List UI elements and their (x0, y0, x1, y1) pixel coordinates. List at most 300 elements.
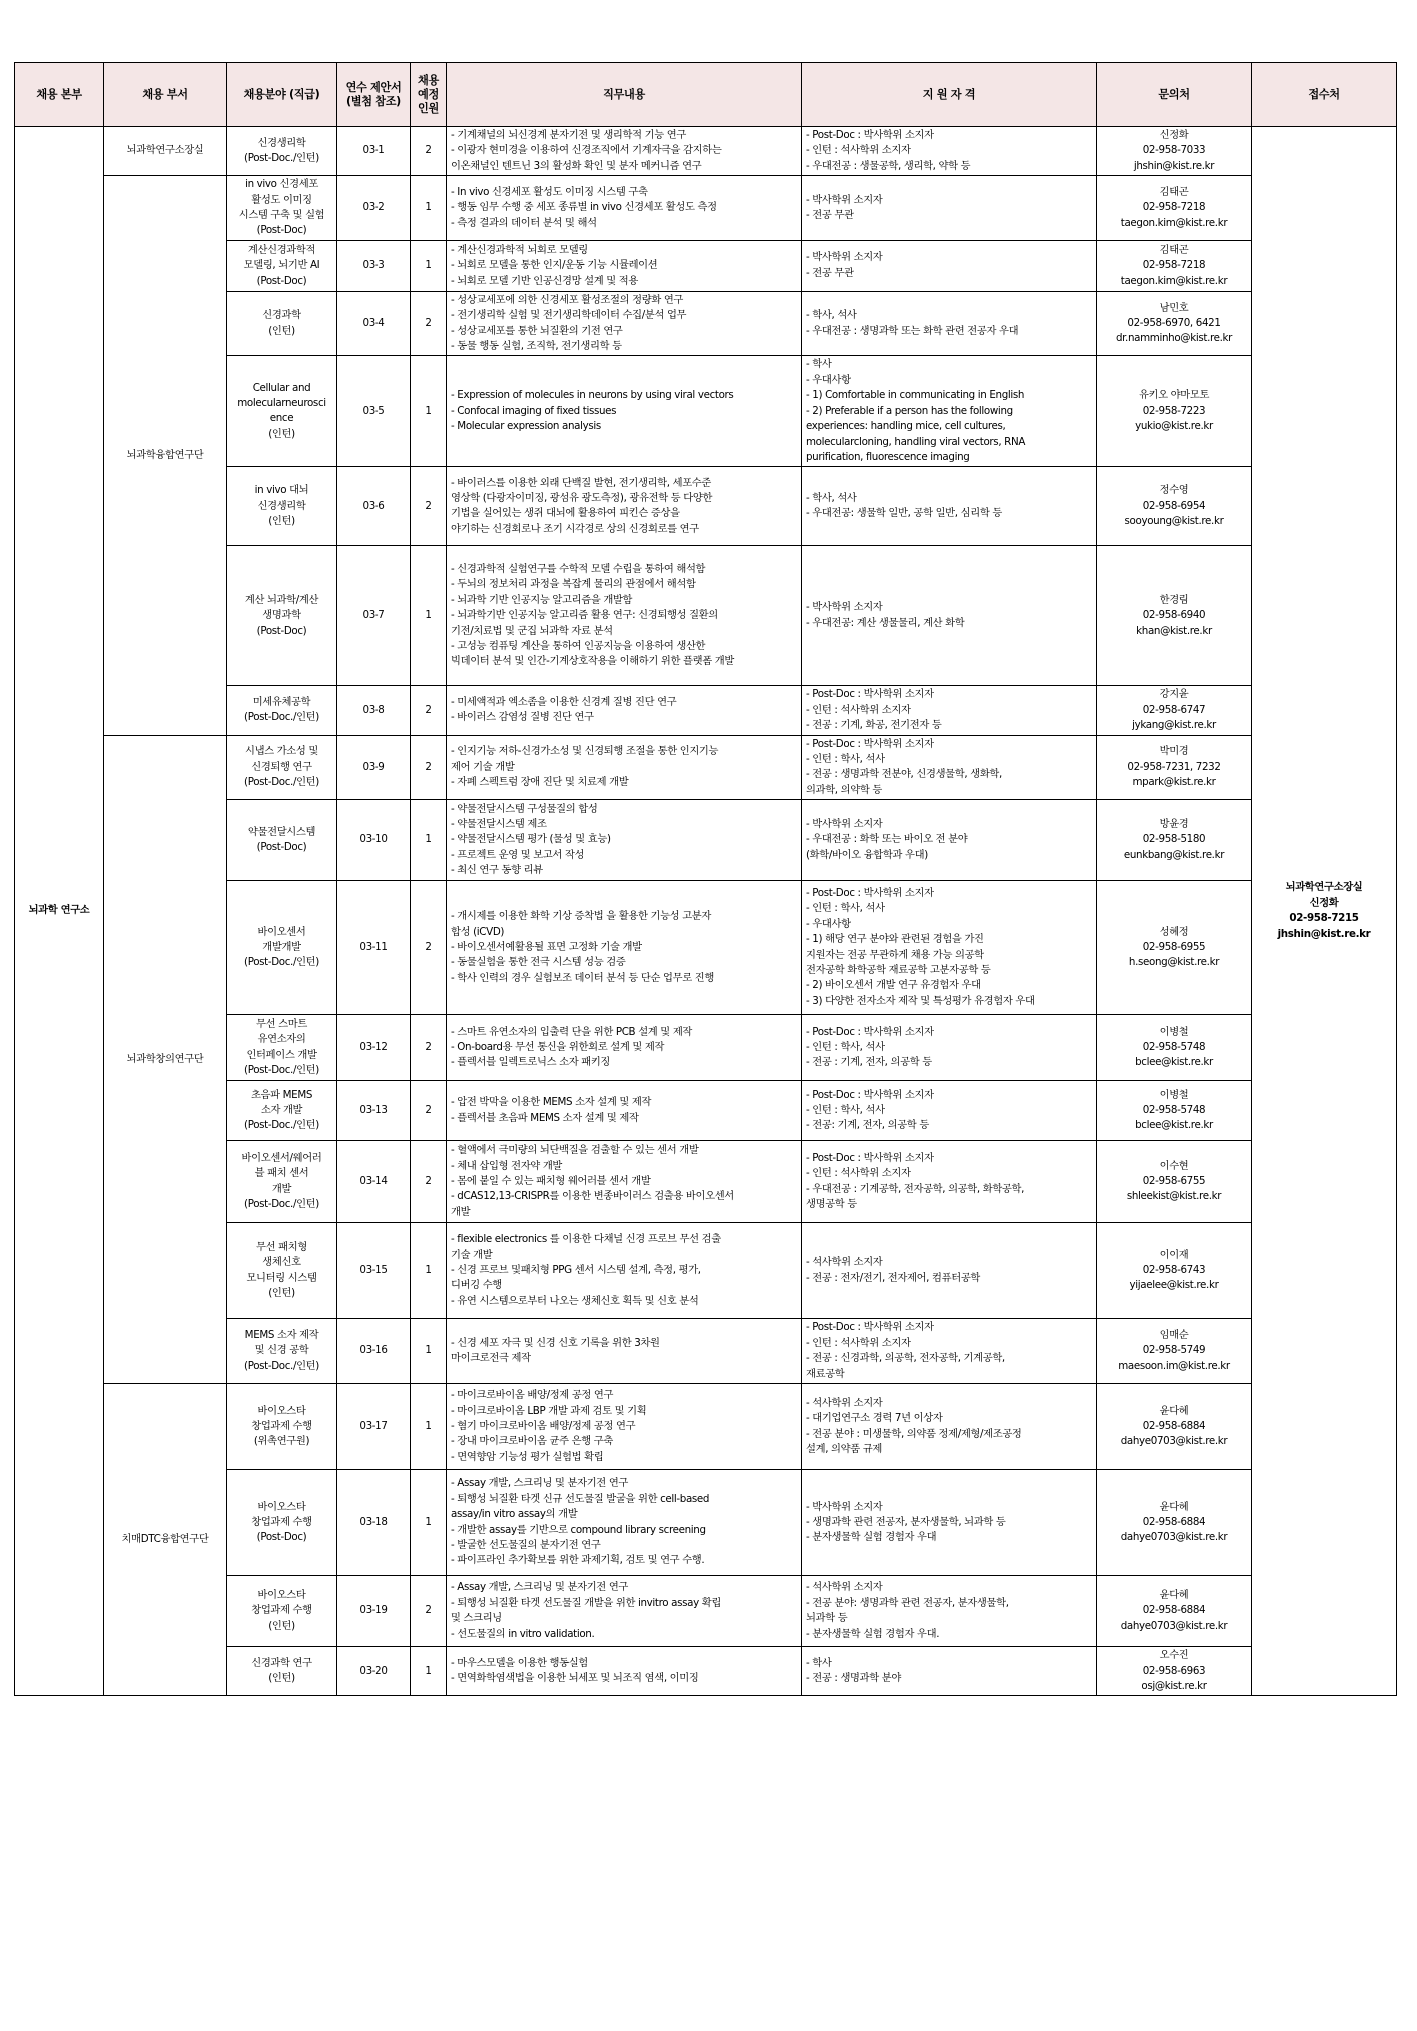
header-count: 채용 예정 인원 (411, 63, 447, 127)
qualifications-cell (802, 240, 1097, 291)
duties-cell-line: - 약물전달시스템 구성물질의 합성 (451, 802, 598, 815)
field-cell-line: (Post-Doc./인턴) (244, 776, 319, 789)
duties-cell-line: - 개시제를 이용한 화학 기상 증착법 을 활용한 기능성 고분자 (451, 910, 711, 923)
code-cell: 03-1 (337, 127, 411, 176)
qualifications-cell-line: 지원자는 전공 무관하게 채용 가능 의공학 (806, 948, 984, 961)
field-cell-line: 유연소자의 (257, 1033, 306, 1046)
qualifications-cell (802, 1384, 1097, 1470)
qualifications-cell-line: - 박사학위 소지자 (806, 1500, 883, 1513)
field-cell (227, 800, 337, 881)
qualifications-cell-line: - Post-Doc : 박사학위 소지자 (806, 688, 934, 701)
field-cell (227, 240, 337, 291)
qualifications-cell-line: - 인턴 : 학사, 석사 (806, 1103, 885, 1116)
contact-cell (1097, 1384, 1252, 1470)
duties-cell-line: - 마이크로바이옴 배양/정제 공정 연구 (451, 1389, 614, 1402)
contact-cell-line: 윤다혜 (1159, 1404, 1189, 1417)
field-cell-line: 블 패치 센서 (254, 1167, 309, 1180)
field-cell-line: 개발개발 (262, 940, 301, 953)
field-cell-line: (Post-Doc./인턴) (244, 1359, 319, 1372)
qualifications-cell-line: - 1) Comfortable in communicating in English (806, 389, 1025, 402)
field-cell-line: 계산 뇌과학/계산 (244, 593, 319, 606)
duties-cell (447, 1223, 802, 1319)
duties-cell-line: 기법을 실어있는 생쥐 대뇌에 활용하여 피킨슨 증상을 (451, 507, 680, 520)
contact-cell (1097, 1223, 1252, 1319)
duties-cell-line: - Assay 개발, 스크리닝 및 분자기전 연구 (451, 1477, 629, 1490)
duties-cell-line: - 신경 세포 자극 및 신경 신호 기록을 위한 3차원 (451, 1336, 660, 1349)
header-row (15, 63, 1397, 127)
duties-cell-line: - 행동 임무 수행 중 세포 종류별 in vivo 신경세포 활성도 측정 (451, 201, 717, 214)
field-cell (227, 1576, 337, 1647)
duties-cell-line: - 개발한 assay를 기반으로 compound library screening (451, 1523, 706, 1536)
contact-cell-line: 02-958-5748 (1142, 1103, 1206, 1116)
header-code: 연수 제안서 (별첨 참조) (337, 63, 411, 127)
duties-cell-line: - 기계채널의 뇌신경계 분자기전 및 생리학적 기능 연구 (451, 129, 686, 141)
contact-cell (1097, 176, 1252, 241)
contact-cell (1097, 800, 1252, 881)
code-cell: 03-2 (337, 176, 411, 241)
qualifications-cell-line: - 박사학위 소지자 (806, 818, 883, 831)
count-cell: 1 (411, 176, 447, 241)
table-body (15, 127, 1397, 1696)
duties-cell (447, 291, 802, 356)
table-row (15, 1384, 1397, 1470)
duties-cell-line: - On-board용 무선 통신을 위한회로 설계 및 제작 (451, 1040, 665, 1053)
field-cell (227, 467, 337, 546)
duties-cell-line: - 면역향암 기능성 평가 실험법 확립 (451, 1450, 604, 1463)
code-cell: 03-19 (337, 1576, 411, 1647)
qualifications-cell-line: - 우대전공 : 생물공학, 생리학, 약학 등 (806, 159, 971, 172)
qualifications-cell-line: - 우대사항 (806, 917, 851, 930)
contact-cell-line: dahye0703@kist.re.kr (1120, 1435, 1228, 1448)
qualifications-cell-line: - 전공 : 기계, 전자, 의공학 등 (806, 1056, 932, 1069)
duties-cell-line: 영상학 (다광자이미징, 광섬유 광도측정), 광유전학 등 다양한 (451, 491, 713, 504)
duties-cell-line: - 혈액에서 극미량의 뇌단백질을 검출할 수 있는 센서 개발 (451, 1144, 699, 1157)
count-cell: 1 (411, 546, 447, 686)
contact-cell-line: 윤다혜 (1159, 1500, 1189, 1513)
code-cell: 03-8 (337, 686, 411, 735)
qualifications-cell-line: - 우대전공 : 생명과학 또는 화학 관련 전공자 우대 (806, 324, 1019, 337)
duties-cell-line: - 프로젝트 운영 및 보고서 작성 (451, 848, 585, 861)
duties-cell-line: - flexible electronics 를 이용한 다채널 신경 프로브 무선 검출 (451, 1233, 721, 1246)
qualifications-cell-line: - 전공 무관 (806, 209, 854, 222)
field-cell-line: 미세유체공학 (252, 696, 311, 709)
qualifications-cell-line: - 학사 (806, 358, 832, 371)
field-cell-line: ence (269, 412, 294, 425)
qualifications-cell-line: - 전공: 기계, 전자, 의공학 등 (806, 1119, 929, 1132)
table-row (15, 176, 1397, 241)
code-cell: 03-13 (337, 1081, 411, 1141)
contact-cell-line: bclee@kist.re.kr (1135, 1056, 1213, 1069)
qualifications-cell-line: - 분자생물학 실험 경험자 우대 (806, 1531, 937, 1544)
contact-cell-line: 이병철 (1159, 1025, 1189, 1038)
code-cell: 03-10 (337, 800, 411, 881)
qualifications-cell-line: - 학사, 석사 (806, 491, 857, 504)
duties-cell-line: - In vivo 신경세포 활성도 이미징 시스템 구축 (451, 185, 648, 198)
code-cell: 03-15 (337, 1223, 411, 1319)
duties-cell-line: 기술 개발 (451, 1248, 493, 1261)
qualifications-cell (802, 546, 1097, 686)
code-cell: 03-9 (337, 735, 411, 800)
field-cell-line: (인턴) (268, 1287, 295, 1300)
qualifications-cell-line: - 박사학위 소지자 (806, 193, 883, 206)
duties-cell (447, 240, 802, 291)
contact-cell-line: 02-958-6963 (1142, 1664, 1206, 1677)
field-cell-line: (Post-Doc./인턴) (244, 152, 319, 165)
duties-cell (447, 1576, 802, 1647)
duties-cell-line: - 혐기 마이크로바이옴 배양/정제 공정 연구 (451, 1419, 636, 1432)
qualifications-cell-line: - 석사학위 소지자 (806, 1256, 883, 1269)
contact-cell-line: jhshin@kist.re.kr (1133, 159, 1215, 172)
duties-cell-line: - 스마트 유연소자의 입출력 단을 위한 PCB 설계 및 제작 (451, 1025, 693, 1038)
field-cell (227, 1647, 337, 1696)
duties-cell-line: - 약물전달시스템 제조 (451, 818, 547, 831)
code-cell: 03-3 (337, 240, 411, 291)
department-cell: 뇌과학창의연구단 (104, 735, 227, 1384)
duties-cell (447, 800, 802, 881)
field-cell-line: 계산신경과학적 (247, 243, 316, 256)
code-cell: 03-6 (337, 467, 411, 546)
field-cell-line: (Post-Doc./인턴) (244, 1198, 319, 1211)
contact-cell (1097, 467, 1252, 546)
qualifications-cell-line: 설계, 의약품 규제 (806, 1443, 882, 1456)
field-cell (227, 1223, 337, 1319)
qualifications-cell-line: - 우대전공 : 기계공학, 전자공학, 의공학, 화학공학, (806, 1182, 1025, 1195)
division-cell: 뇌과학 연구소 (15, 127, 104, 1696)
duties-cell-line: - 동물 행동 실험, 조직학, 전기생리학 등 (451, 340, 622, 353)
qualifications-cell-line: - Post-Doc : 박사학위 소지자 (806, 887, 934, 900)
qualifications-cell-line: - 학사, 석사 (806, 309, 857, 322)
qualifications-cell-line: - 전공 : 생명과학 분야 (806, 1672, 901, 1685)
contact-cell-line: 02-958-7218 (1142, 259, 1206, 272)
contact-cell-line: 02-958-7231, 7232 (1127, 760, 1221, 773)
qualifications-cell (802, 1081, 1097, 1141)
duties-cell-line: - 이광자 현미경을 이용하여 신경조직에서 기계자극을 감지하는 (451, 144, 722, 157)
duties-cell-line: - 마이크로바이옴 LBP 개발 과제 검토 및 기획 (451, 1404, 647, 1417)
duties-cell-line: 합성 (iCVD) (451, 925, 505, 938)
count-cell: 1 (411, 240, 447, 291)
contact-cell (1097, 1081, 1252, 1141)
duties-cell-line: - 바이오센서예활용될 표면 고정화 기술 개발 (451, 940, 642, 953)
qualifications-cell-line: - 학사 (806, 1656, 832, 1669)
contact-cell (1097, 1576, 1252, 1647)
field-cell-line: (Post-Doc) (256, 274, 307, 287)
contact-cell-line: khan@kist.re.kr (1136, 624, 1212, 637)
qualifications-cell-line: - Post-Doc : 박사학위 소지자 (806, 1088, 934, 1101)
duties-cell-line: 개발 (451, 1205, 471, 1218)
field-cell-line: (Post-Doc) (256, 1531, 307, 1544)
duties-cell-line: - 몸에 붙일 수 있는 패치형 웨어러블 센서 개발 (451, 1174, 651, 1187)
count-cell: 1 (411, 1470, 447, 1576)
field-cell-line: 무선 패치형 (256, 1240, 307, 1253)
duties-cell-line: - 퇴행성 뇌질환 타겟 신규 선도물질 발굴을 위한 cell-based (451, 1492, 710, 1505)
contact-cell-line: osj@kist.re.kr (1141, 1679, 1207, 1692)
code-cell: 03-7 (337, 546, 411, 686)
duties-cell-line: - 선도물질의 in vitro validation. (451, 1627, 595, 1640)
code-cell: 03-16 (337, 1319, 411, 1384)
contact-cell-line: dr.namminho@kist.re.kr (1115, 332, 1233, 345)
duties-cell (447, 1470, 802, 1576)
qualifications-cell-line: - 전공 : 전자/전기, 전자제어, 컴퓨터공학 (806, 1271, 981, 1284)
contact-cell-line: 02-958-5180 (1142, 833, 1206, 846)
qualifications-cell-line: - 2) 바이오센서 개발 연구 유경험자 우대 (806, 979, 981, 992)
duties-cell-line: 제어 기술 개발 (451, 760, 515, 773)
recruitment-table (14, 62, 1397, 1696)
duties-cell-line: - 성상교세포를 통한 뇌질환의 기전 연구 (451, 324, 623, 337)
contact-cell (1097, 1647, 1252, 1696)
field-cell-line: 모델링, 뇌기반 AI (243, 259, 320, 272)
qualifications-cell-line: - 인턴 : 학사, 석사 (806, 752, 885, 765)
duties-cell-line: - 뇌과학기반 인공지능 알고리즘 활용 연구: 신경퇴행성 질환의 (451, 609, 718, 622)
field-cell-line: 개발 (271, 1182, 292, 1195)
duties-cell-line: - 자폐 스펙트럼 장애 진단 및 치료제 개발 (451, 776, 629, 789)
code-cell: 03-14 (337, 1141, 411, 1223)
field-cell-line: (Post-Doc./인턴) (244, 956, 319, 969)
contact-cell-line: 정수영 (1159, 484, 1189, 497)
field-cell-line: 및 신경 공학 (254, 1344, 309, 1357)
duties-cell-line: - 최신 연구 동향 리뷰 (451, 864, 543, 877)
duties-cell (447, 1015, 802, 1081)
qualifications-cell-line: - 인턴 : 석사학위 소지자 (806, 1336, 911, 1349)
field-cell (227, 881, 337, 1015)
qualifications-cell-line: - 전공 분야: 생명과학 관련 전공자, 분자생물학, (806, 1596, 1009, 1609)
qualifications-cell-line: 의과학, 의약학 등 (806, 783, 882, 796)
count-cell: 1 (411, 1319, 447, 1384)
contact-cell-line: 02-958-6970, 6421 (1127, 316, 1221, 329)
qualifications-cell-line: - Post-Doc : 박사학위 소지자 (806, 737, 934, 750)
duties-cell-line: - 면역화학염색법을 이용한 뇌세포 및 뇌조직 염색, 이미징 (451, 1672, 699, 1685)
field-cell-line: 바이오스타 (257, 1404, 306, 1417)
qualifications-cell (802, 356, 1097, 467)
field-cell-line: 신경과학 연구 (251, 1656, 312, 1669)
duties-cell-line: - 바이러스를 이용한 외래 단백질 발현, 전기생리학, 세포수준 (451, 476, 711, 489)
qualifications-cell-line: - Post-Doc : 박사학위 소지자 (806, 1321, 934, 1334)
field-cell-line: 소자 개발 (260, 1103, 303, 1116)
qualifications-cell-line: - Post-Doc : 박사학위 소지자 (806, 129, 934, 141)
field-cell-line: 창업과제 수행 (251, 1604, 312, 1617)
contact-cell-line: 박미경 (1159, 745, 1189, 758)
field-cell-line: (위촉연구원) (253, 1435, 310, 1448)
header-qualifications: 지 원 자 격 (802, 63, 1097, 127)
contact-cell-line: 방윤경 (1159, 818, 1189, 831)
contact-cell-line: 이이재 (1159, 1248, 1189, 1261)
field-cell-line: 신경생리학 (257, 499, 306, 512)
contact-cell-line: 02-958-7033 (1142, 144, 1206, 157)
field-cell-line: 바이오센서/웨어러 (241, 1151, 322, 1164)
contact-cell (1097, 127, 1252, 176)
header-field: 채용분야 (직급) (227, 63, 337, 127)
contact-cell-line: h.seong@kist.re.kr (1128, 956, 1220, 969)
count-cell: 2 (411, 1015, 447, 1081)
department-cell: 뇌과학융합연구단 (104, 176, 227, 735)
contact-cell (1097, 1319, 1252, 1384)
contact-cell-line: 성혜정 (1159, 925, 1189, 938)
header-division: 채용 본부 (15, 63, 104, 127)
contact-cell-line: 02-958-7223 (1142, 404, 1206, 417)
qualifications-cell-line: - 분자생물학 실험 경험자 우대. (806, 1627, 940, 1640)
duties-cell-line: - 측정 결과의 데이터 분석 및 해석 (451, 216, 597, 229)
contact-cell (1097, 240, 1252, 291)
contact-cell-line: taegon.kim@kist.re.kr (1120, 216, 1228, 229)
contact-cell-line: 02-958-6884 (1142, 1604, 1206, 1617)
count-cell: 1 (411, 1223, 447, 1319)
duties-cell-line: - 압전 박막을 이용한 MEMS 소자 설계 및 제작 (451, 1096, 652, 1109)
contact-cell-line: 신정화 (1159, 129, 1189, 141)
duties-cell-line: 및 스크리닝 (451, 1612, 502, 1625)
contact-cell-line: eunkbang@kist.re.kr (1123, 848, 1225, 861)
code-cell: 03-5 (337, 356, 411, 467)
duties-cell (447, 546, 802, 686)
code-cell: 03-11 (337, 881, 411, 1015)
duties-cell-line: - 학사 인력의 경우 실험보조 데이터 분석 등 단순 업무로 진행 (451, 971, 714, 984)
count-cell: 1 (411, 1384, 447, 1470)
qualifications-cell-line: - 1) 해당 연구 분야와 관련된 경험을 가진 (806, 933, 984, 946)
contact-cell-line: 02-958-6940 (1142, 609, 1206, 622)
field-cell-line: in vivo 대뇌 (254, 484, 309, 497)
contact-cell (1097, 291, 1252, 356)
duties-cell (447, 127, 802, 176)
qualifications-cell (802, 800, 1097, 881)
contact-cell-line: 02-958-6755 (1142, 1174, 1206, 1187)
qualifications-cell (802, 1141, 1097, 1223)
duties-cell-line: - Expression of molecules in neurons by using viral vectors (451, 389, 734, 402)
field-cell (227, 1081, 337, 1141)
field-cell-line: (Post-Doc) (256, 841, 307, 854)
qualifications-cell (802, 1470, 1097, 1576)
count-cell: 1 (411, 800, 447, 881)
field-cell-line: 시스템 구축 및 실험 (238, 209, 325, 222)
field-cell-line: (인턴) (268, 1619, 295, 1632)
duties-cell (447, 1141, 802, 1223)
header-contact: 문의처 (1097, 63, 1252, 127)
field-cell (227, 735, 337, 800)
department-cell: 뇌과학연구소장실 (104, 127, 227, 176)
duties-cell-line: - 신경과학적 실험연구를 수학적 모델 수립을 통하여 해석함 (451, 562, 706, 575)
code-cell: 03-12 (337, 1015, 411, 1081)
qualifications-cell-line: - 석사학위 소지자 (806, 1396, 883, 1409)
field-cell (227, 1384, 337, 1470)
field-cell-line: 생체신호 (262, 1256, 301, 1269)
field-cell (227, 127, 337, 176)
duties-cell-line: 마이크로전극 제작 (451, 1352, 531, 1365)
duties-cell-line: - 뇌회로 모델 기반 인공신경망 설계 및 적용 (451, 274, 638, 287)
qualifications-cell (802, 1223, 1097, 1319)
receipt-cell-line: 신정화 (1309, 896, 1339, 909)
qualifications-cell-line: - 인턴 : 석사학위 소지자 (806, 703, 911, 716)
field-cell-line: (Post-Doc) (256, 624, 307, 637)
duties-cell-line: - 미세액적과 엑소좀을 이용한 신경계 질병 진단 연구 (451, 696, 677, 709)
code-cell: 03-18 (337, 1470, 411, 1576)
contact-cell-line: 강지윤 (1159, 688, 1189, 701)
duties-cell-line: - 장내 마이크로바이옴 균주 은행 구축 (451, 1435, 613, 1448)
duties-cell-line: - Assay 개발, 스크리닝 및 분자기전 연구 (451, 1581, 629, 1594)
field-cell (227, 356, 337, 467)
duties-cell-line: 이온채널인 텐트닌 3의 활성화 확인 및 분자 메커니즘 연구 (451, 159, 702, 172)
duties-cell-line: 빅데이터 분석 및 인간-기계상호작용을 이해하기 위한 플랫폼 개발 (451, 655, 734, 668)
duties-cell (447, 356, 802, 467)
qualifications-cell-line: 뇌과학 등 (806, 1612, 848, 1625)
qualifications-cell-line: - 인턴 : 학사, 석사 (806, 1040, 885, 1053)
field-cell-line: (Post-Doc./인턴) (244, 1119, 319, 1132)
field-cell-line: (인턴) (268, 324, 295, 337)
contact-cell (1097, 546, 1252, 686)
count-cell: 1 (411, 356, 447, 467)
qualifications-cell-line: - 인턴 : 석사학위 소지자 (806, 1167, 911, 1180)
qualifications-cell-line: - 박사학위 소지자 (806, 601, 883, 614)
contact-cell-line: 유키오 야마모토 (1138, 389, 1210, 402)
field-cell (227, 686, 337, 735)
duties-cell-line: - 계산신경과학적 뇌회로 모델링 (451, 243, 588, 256)
qualifications-cell-line: - 생명과학 관련 전공자, 분자생물학, 뇌과학 등 (806, 1515, 1006, 1528)
qualifications-cell (802, 1647, 1097, 1696)
qualifications-cell (802, 1015, 1097, 1081)
duties-cell-line: - 바이러스 감염성 질병 진단 연구 (451, 711, 594, 724)
header-receipt: 접수처 (1252, 63, 1397, 127)
field-cell-line: 바이오센서 (257, 925, 306, 938)
count-cell: 2 (411, 686, 447, 735)
qualifications-cell (802, 291, 1097, 356)
table-row (15, 127, 1397, 176)
duties-cell (447, 467, 802, 546)
field-cell (227, 176, 337, 241)
qualifications-cell (802, 127, 1097, 176)
contact-cell (1097, 1141, 1252, 1223)
qualifications-cell (802, 686, 1097, 735)
count-cell: 1 (411, 1647, 447, 1696)
qualifications-cell-line: - 3) 다양한 전자소자 제작 및 특성평가 유경험자 우대 (806, 994, 1035, 1007)
duties-cell-line: assay/in vitro assay의 개발 (451, 1508, 578, 1521)
duties-cell-line: - 유연 시스템으로부터 나오는 생체신호 획득 및 신호 분석 (451, 1294, 699, 1307)
contact-cell (1097, 881, 1252, 1015)
qualifications-cell-line: 생명공학 등 (806, 1198, 857, 1211)
field-cell-line: 생명과학 (262, 609, 301, 622)
count-cell: 2 (411, 291, 447, 356)
field-cell-line: 초음파 MEMS (250, 1088, 313, 1101)
code-cell: 03-17 (337, 1384, 411, 1470)
count-cell: 2 (411, 1081, 447, 1141)
duties-cell (447, 1647, 802, 1696)
qualifications-cell-line: - 전공 무관 (806, 266, 854, 279)
contact-cell-line: 02-958-7218 (1142, 201, 1206, 214)
receipt-cell-line: 02-958-7215 (1289, 912, 1359, 925)
qualifications-cell-line: - 우대전공 : 화학 또는 바이오 전 분야 (806, 833, 968, 846)
field-cell-line: 시냅스 가소성 및 (244, 745, 319, 758)
contact-cell-line: dahye0703@kist.re.kr (1120, 1619, 1228, 1632)
qualifications-cell-line: - Post-Doc : 박사학위 소지자 (806, 1151, 934, 1164)
duties-cell-line: - 전기생리학 실험 및 전기생리학데이터 수집/분석 업무 (451, 309, 687, 322)
qualifications-cell-line: (화학/바이오 융합학과 우대) (806, 848, 928, 861)
qualifications-cell-line: - 대기업연구소 경력 7년 이상자 (806, 1412, 943, 1425)
qualifications-cell-line: experiences: handling mice, cell cultures, (806, 420, 1006, 433)
contact-cell-line: 02-958-6954 (1142, 499, 1206, 512)
contact-cell-line: mpark@kist.re.kr (1132, 776, 1216, 789)
contact-cell-line: 02-958-5748 (1142, 1040, 1206, 1053)
duties-cell-line: 기전/치료법 및 군집 뇌과학 자료 분석 (451, 624, 613, 637)
count-cell: 2 (411, 1141, 447, 1223)
contact-cell-line: jykang@kist.re.kr (1132, 719, 1216, 732)
code-cell: 03-4 (337, 291, 411, 356)
header-duties: 직무내용 (447, 63, 802, 127)
duties-cell-line: - 뇌과학 기반 인공지능 알고리즘을 개발함 (451, 593, 633, 606)
duties-cell-line: 디버깅 수행 (451, 1279, 502, 1292)
contact-cell-line: yukio@kist.re.kr (1135, 420, 1213, 433)
qualifications-cell (802, 467, 1097, 546)
header-dept: 채용 부서 (104, 63, 227, 127)
duties-cell-line: - 인지기능 저하-신경가소성 및 신경퇴행 조절을 통한 인지기능 (451, 745, 719, 758)
duties-cell (447, 881, 802, 1015)
contact-cell (1097, 686, 1252, 735)
field-cell-line: Cellular and (252, 381, 311, 394)
qualifications-cell-line: - 2) Preferable if a person has the following (806, 404, 1013, 417)
